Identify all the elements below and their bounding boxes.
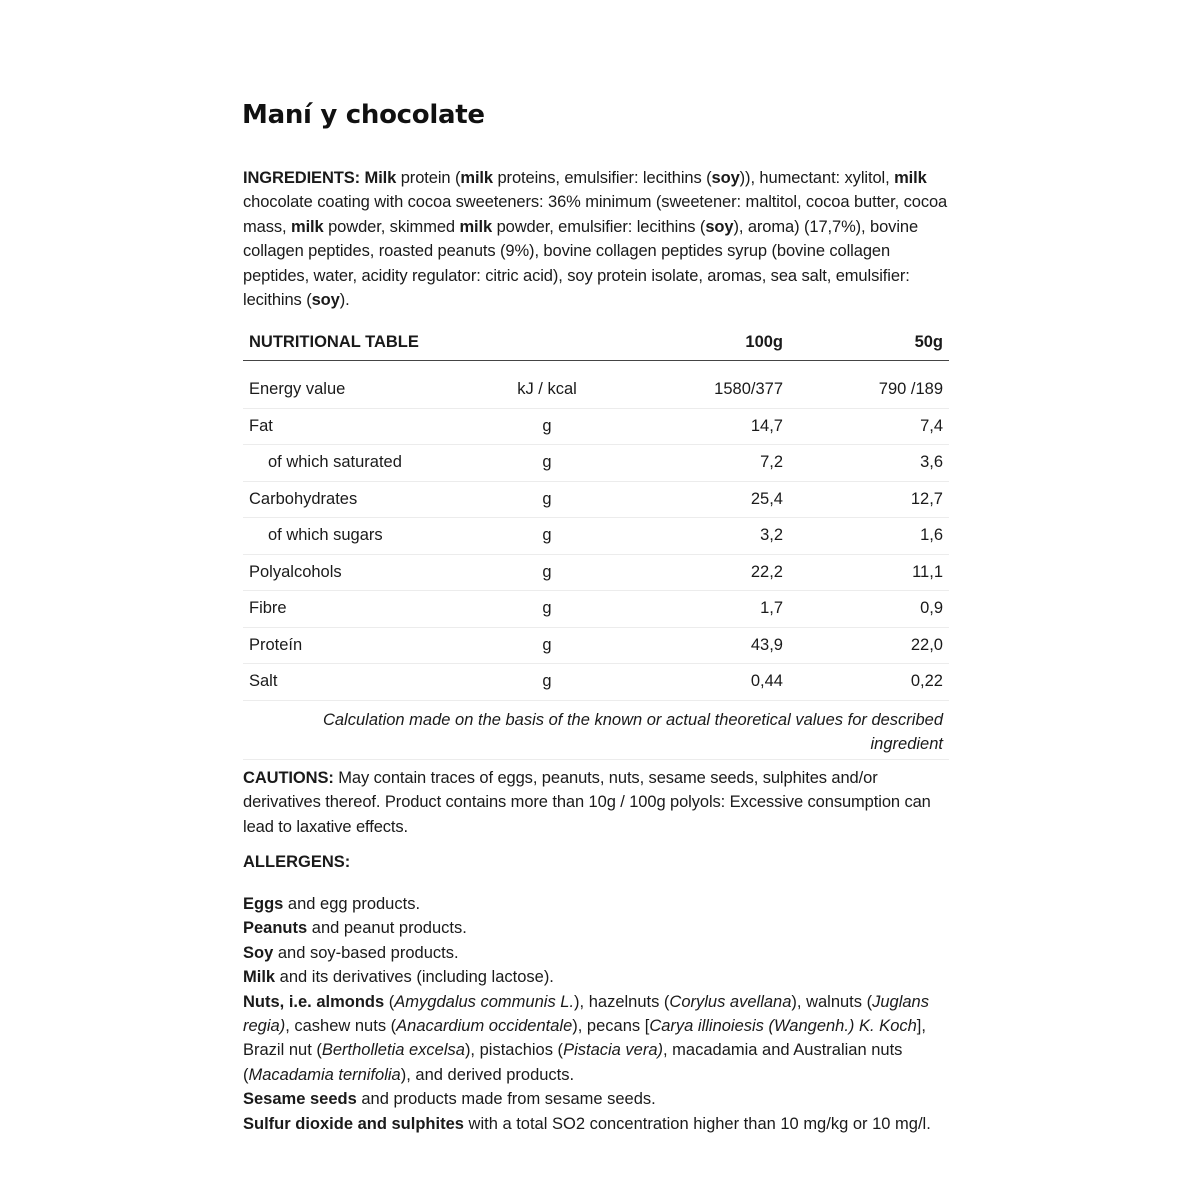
nutrient-unit: g [542,416,552,435]
value-per-100g: 14,7 [750,416,783,435]
cautions-paragraph [243,766,949,839]
ingredient-allergen-highlight: Milk [364,169,397,187]
product-title: Maní y chocolate [242,100,485,130]
ingredient-text-segment: powder, emulsifier: lecithins ( [492,217,706,236]
allergen-item [243,941,949,965]
nutrient-name: Proteín [249,635,303,654]
table-row [243,591,949,628]
value-per-50g: 3,6 [920,453,943,471]
nutrient-unit: g [542,599,552,617]
allergen-description: and egg products. [283,895,421,913]
nutrient-name: Energy value [249,380,346,398]
value-per-100g: 3,2 [760,526,783,544]
value-per-50g: 790 /189 [878,380,943,398]
ingredient-text-segment: )), humectant: xylitol, [739,169,895,187]
allergen-name: Milk [243,968,276,987]
nutrient-name: Polyalcohols [249,562,342,581]
allergen-description: ], Brazil nut ( [243,1017,926,1060]
scientific-name: Pistacia vera) [563,1041,664,1060]
ingredient-allergen-highlight: milk [460,169,493,187]
table-row [243,482,949,519]
table-row [243,518,949,555]
ingredient-text-segment: ). [339,291,350,310]
ingredients-paragraph [243,166,949,312]
nutrition-rows [243,372,949,701]
table-row [243,372,949,409]
value-per-50g: 0,9 [920,599,943,617]
table-title: NUTRITIONAL TABLE [249,333,419,351]
allergen-name: Peanuts [243,919,308,938]
ingredient-text-segment: proteins, emulsifier: lecithins ( [493,169,712,187]
value-per-50g: 7,4 [920,416,943,435]
allergen-description: ), and derived products. [400,1065,575,1084]
table-row [243,555,949,592]
ingredient-text-segment: protein ( [396,169,461,187]
table-row [243,664,949,701]
allergen-description: ), pecans [ [572,1017,650,1036]
ingredients-text [243,169,947,309]
cautions-text: May contain traces of eggs, peanuts, nuts, sesame seeds, sulphites and/or derivatives thereof. Product contains more than 10g / 100g polyols: Excessive consumption can lead to laxative effects. [243,769,931,836]
allergen-name: Soy [243,943,274,962]
allergen-name: Sulfur dioxide and sulphites [243,1114,464,1133]
ingredient-allergen-highlight: milk [894,169,927,187]
table-row [243,445,949,482]
scientific-name: Bertholletia excelsa [321,1041,465,1060]
value-per-100g: 1580/377 [714,380,783,398]
column-header-50g: 50g [914,333,943,351]
nutrient-unit: g [542,635,552,654]
nutrient-name: of which sugars [268,526,383,544]
scientific-name: Juglans regia) [243,992,929,1036]
ingredient-text-segment: chocolate coating with cocoa sweeteners: 36% minimum (sweetener: maltitol, cocoa butter, cocoa mass, [243,193,948,236]
column-header-100g: 100g [745,333,783,351]
allergen-name: Sesame seeds [243,1090,357,1109]
table-row [243,628,949,665]
calculation-note-text: Calculation made on the basis of the known or actual theoretical values for described ingredient [322,710,943,753]
ingredient-allergen-highlight: soy [711,169,740,187]
value-per-50g: 11,1 [912,562,943,581]
nutrient-name: Fat [249,416,273,435]
allergen-description: and peanut products. [307,919,467,938]
ingredient-allergen-highlight: soy [311,291,340,310]
allergen-description: and its derivatives (including lactose). [275,968,554,987]
allergen-description: ), pistachios ( [464,1041,564,1060]
allergens-heading: ALLERGENS: [243,853,351,871]
nutrient-unit: g [542,453,552,471]
allergen-item [243,1087,949,1111]
allergen-item [243,916,949,940]
table-row [243,409,949,446]
allergen-item [243,990,949,1088]
scientific-name: Amygdalus communis L. [394,992,575,1011]
nutrient-unit: g [542,562,552,581]
ingredient-allergen-highlight: milk [459,217,493,236]
value-per-100g: 22,2 [750,562,783,581]
value-per-50g: 0,22 [910,672,943,690]
nutrient-unit: g [542,489,552,508]
allergen-item [243,1112,949,1136]
allergen-description: ), walnuts ( [791,992,873,1011]
nutritional-table [243,328,949,760]
allergen-item [243,965,949,989]
allergen-item [243,892,949,916]
nutrient-unit: kJ / kcal [517,380,577,398]
value-per-50g: 1,6 [920,526,943,544]
allergen-description: , macadamia and Australian nuts ( [243,1041,903,1084]
cautions-label: CAUTIONS: [243,769,334,787]
nutritional-table-header [243,328,949,361]
value-per-100g: 25,4 [750,489,783,508]
nutrient-name: Fibre [249,599,287,617]
ingredients-label: INGREDIENTS: [243,169,361,187]
value-per-100g: 0,44 [750,672,783,690]
ingredient-allergen-highlight: soy [705,217,734,236]
nutrient-unit: g [542,526,552,544]
allergens-list [243,892,949,1136]
nutrient-name: Salt [249,672,278,690]
allergen-description: and products made from sesame seeds. [356,1090,656,1109]
value-per-50g: 12,7 [910,489,943,508]
allergen-description: , cashew nuts ( [285,1017,397,1036]
ingredient-text-segment: ), aroma) (17,7%), bovine collagen peptides, roasted peanuts (9%), bovine collagen peptides syrup (bovine collagen peptides, water, acidity regulator: citric acid), soy protein isolate, aromas, sea salt, emulsifier: lecithins ( [243,217,919,310]
value-per-100g: 43,9 [750,635,783,654]
allergen-description: with a total SO2 concentration higher than 10 mg/kg or 10 mg/l. [463,1114,931,1133]
allergen-description: ), hazelnuts ( [574,992,670,1011]
allergen-name: Nuts, i.e. almonds [243,992,385,1011]
nutrient-unit: g [542,672,552,690]
ingredient-allergen-highlight: milk [291,217,324,236]
calculation-note [243,701,949,760]
nutrient-name: Carbohydrates [249,489,358,508]
scientific-name: Carya illinoiesis (Wangenh.) K. Koch [649,1017,917,1036]
nutrient-name: of which saturated [268,453,402,471]
value-per-100g: 7,2 [760,453,783,471]
allergen-description: ( [384,992,395,1011]
scientific-name: Macadamia ternifolia [248,1065,401,1084]
scientific-name: Corylus avellana [669,992,792,1011]
allergen-description: and soy-based products. [273,943,459,962]
scientific-name: Anacardium occidentale [396,1017,573,1036]
value-per-50g: 22,0 [910,635,943,654]
value-per-100g: 1,7 [760,599,783,617]
allergen-name: Eggs [243,895,284,913]
ingredient-text-segment: powder, skimmed [323,217,460,236]
